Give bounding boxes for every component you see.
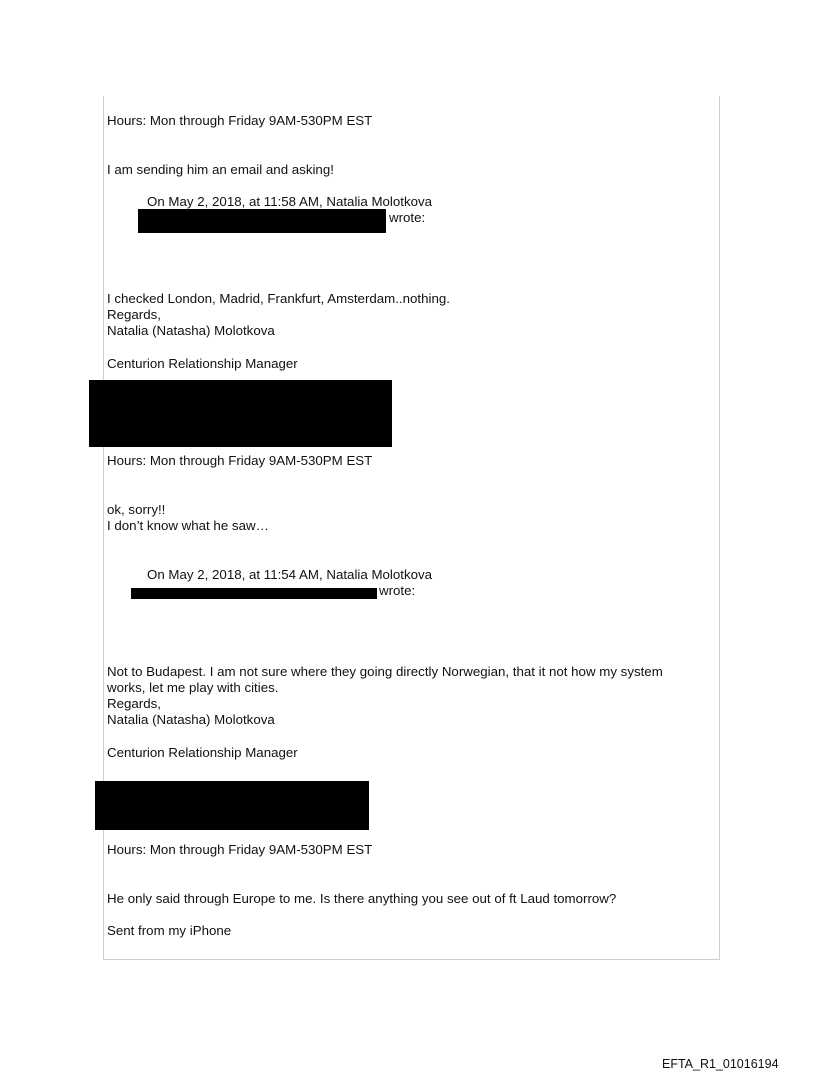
redaction-box [89, 380, 392, 447]
redaction-box [95, 781, 369, 830]
message-text: I am sending him an email and asking! [107, 162, 334, 177]
message-text: ok, sorry!! [107, 502, 166, 517]
signature-name: Natalia (Natasha) Molotkova [107, 323, 275, 338]
message-text: Not to Budapest. I am not sure where they going directly Norwegian, that it not how my system [107, 664, 663, 679]
hours-line: Hours: Mon through Friday 9AM-530PM EST [107, 453, 373, 468]
quote-header: On May 2, 2018, at 11:58 AM, Natalia Molotkova [147, 194, 433, 209]
regards-line: Regards, [107, 307, 161, 322]
hours-line: Hours: Mon through Friday 9AM-530PM EST [107, 842, 373, 857]
message-text: works, let me play with cities. [107, 680, 279, 695]
quote-header: On May 2, 2018, at 11:54 AM, Natalia Molotkova [147, 567, 433, 582]
quote-header-wrote: wrote: [389, 210, 426, 225]
bates-number: EFTA_R1_01016194 [662, 1057, 779, 1071]
message-text: He only said through Europe to me. Is there anything you see out of ft Laud tomorrow? [107, 891, 617, 906]
hours-line: Hours: Mon through Friday 9AM-530PM EST [107, 113, 373, 128]
regards-line: Regards, [107, 696, 161, 711]
message-text: I checked London, Madrid, Frankfurt, Amsterdam..nothing. [107, 291, 450, 306]
signature-title: Centurion Relationship Manager [107, 745, 298, 760]
signature-title: Centurion Relationship Manager [107, 356, 298, 371]
redaction-box [131, 588, 377, 599]
quote-header-wrote: wrote: [379, 583, 416, 598]
sent-from-line: Sent from my iPhone [107, 923, 232, 938]
redaction-box [138, 209, 386, 233]
signature-name: Natalia (Natasha) Molotkova [107, 712, 275, 727]
message-text: I don’t know what he saw… [107, 518, 269, 533]
